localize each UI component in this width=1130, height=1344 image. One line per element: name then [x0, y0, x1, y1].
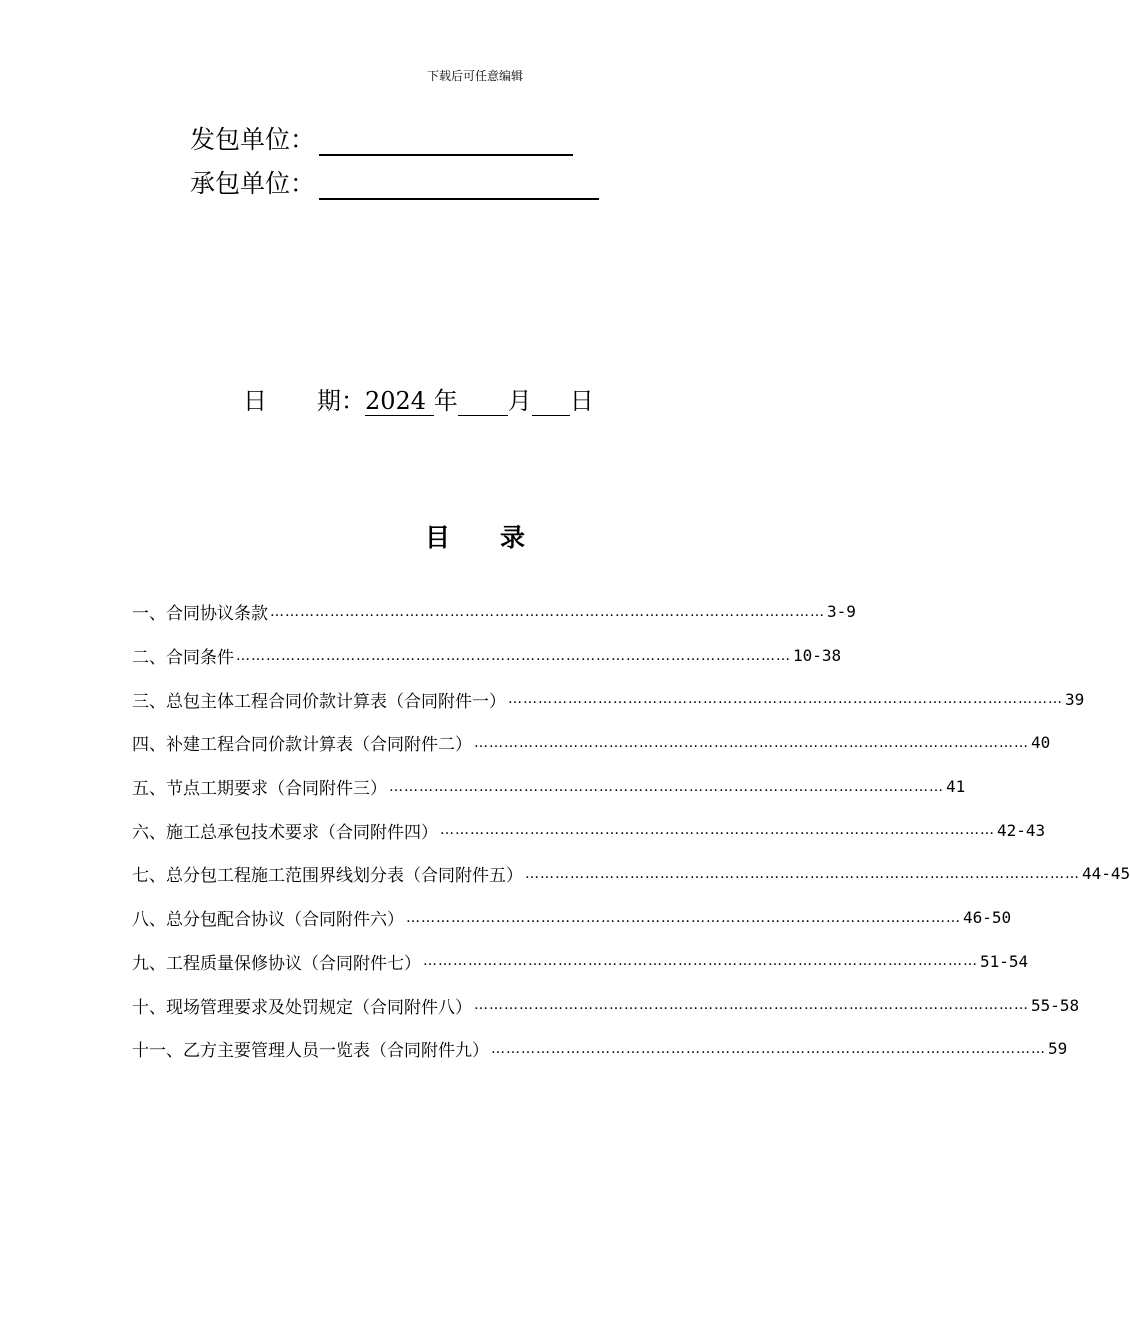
toc-item[interactable] [132, 765, 966, 809]
toc-item-page: 46-50 [963, 908, 1012, 928]
toc-title-char-1: 目 [424, 523, 450, 552]
toc-leader-dots: ………………………………………………………………………………………………… [525, 865, 1080, 882]
toc-leader-dots: ………………………………………………………………………………………………… [236, 647, 791, 664]
table-of-contents [132, 590, 1130, 1071]
toc-leader-dots: ………………………………………………………………………………………………… [406, 909, 961, 926]
toc-item-page: 51-54 [980, 951, 1029, 971]
toc-item-label: 一、合同协议条款 [132, 604, 268, 625]
toc-leader-dots: ………………………………………………………………………………………………… [474, 734, 1029, 751]
date-label-period: 期： [317, 387, 365, 415]
toc-item-label: 九、工程质量保修协议（合同附件七） [132, 953, 421, 974]
date-month-blank[interactable] [458, 389, 508, 416]
toc-item-page: 40 [1031, 733, 1051, 753]
employer-line [190, 120, 573, 156]
toc-item-label: 八、总分包配合协议（合同附件六） [132, 910, 404, 931]
toc-leader-dots: ………………………………………………………………………………………………… [508, 691, 1063, 708]
toc-leader-dots: ………………………………………………………………………………………………… [389, 778, 944, 795]
date-label-day: 日 [243, 387, 267, 415]
toc-title [0, 518, 950, 554]
toc-item-label: 五、节点工期要求（合同附件三） [132, 779, 387, 800]
toc-item-label: 十、现场管理要求及处罚规定（合同附件八） [132, 997, 472, 1018]
date-year-unit: 年 [433, 387, 458, 415]
contractor-blank[interactable] [319, 172, 599, 200]
toc-leader-dots: ………………………………………………………………………………………………… [491, 1040, 1046, 1057]
toc-item[interactable] [132, 634, 842, 678]
contractor-label: 承包单位： [190, 169, 316, 198]
toc-leader-dots: ………………………………………………………………………………………………… [474, 997, 1029, 1014]
toc-item-label: 三、总包主体工程合同价款计算表（合同附件一） [132, 691, 506, 712]
toc-item-page: 59 [1048, 1039, 1068, 1059]
toc-item-label: 七、总分包工程施工范围界线划分表（合同附件五） [132, 866, 523, 887]
toc-item[interactable] [132, 721, 1051, 765]
toc-item-label: 四、补建工程合同价款计算表（合同附件二） [132, 735, 472, 756]
toc-item[interactable] [132, 896, 1012, 940]
date-year-value[interactable]: 2024 [365, 387, 434, 415]
employer-label: 发包单位： [190, 125, 316, 154]
date-month-unit: 月 [507, 387, 532, 415]
toc-item[interactable] [132, 940, 1029, 984]
toc-item-page: 39 [1065, 689, 1085, 709]
toc-item-label: 六、施工总承包技术要求（合同附件四） [132, 822, 438, 843]
toc-item-page: 44-45 [1082, 864, 1130, 884]
toc-item-page: 10-38 [793, 646, 842, 666]
toc-leader-dots: ………………………………………………………………………………………………… [423, 953, 978, 970]
toc-item[interactable] [132, 852, 1130, 896]
toc-leader-dots: ………………………………………………………………………………………………… [270, 603, 825, 620]
toc-leader-dots: ………………………………………………………………………………………………… [440, 822, 995, 839]
date-day-unit: 日 [569, 387, 594, 415]
toc-item-label: 二、合同条件 [132, 648, 234, 669]
date-line [243, 380, 594, 416]
toc-item-page: 3-9 [827, 602, 856, 622]
contractor-line [190, 164, 599, 200]
toc-title-char-2: 录 [500, 523, 526, 552]
toc-item-page: 42-43 [997, 820, 1046, 840]
toc-item-label: 十一、乙方主要管理人员一览表（合同附件九） [132, 1041, 489, 1062]
toc-item[interactable] [132, 1027, 1068, 1071]
employer-blank[interactable] [319, 128, 573, 156]
toc-item[interactable] [132, 677, 1085, 721]
toc-item[interactable] [132, 808, 1046, 852]
toc-item[interactable] [132, 590, 856, 634]
toc-item-page: 55-58 [1031, 995, 1080, 1015]
date-day-blank[interactable] [532, 389, 570, 416]
toc-item-page: 41 [946, 777, 966, 797]
header-note: 下载后可任意编辑 [426, 69, 523, 83]
toc-item[interactable] [132, 983, 1080, 1027]
